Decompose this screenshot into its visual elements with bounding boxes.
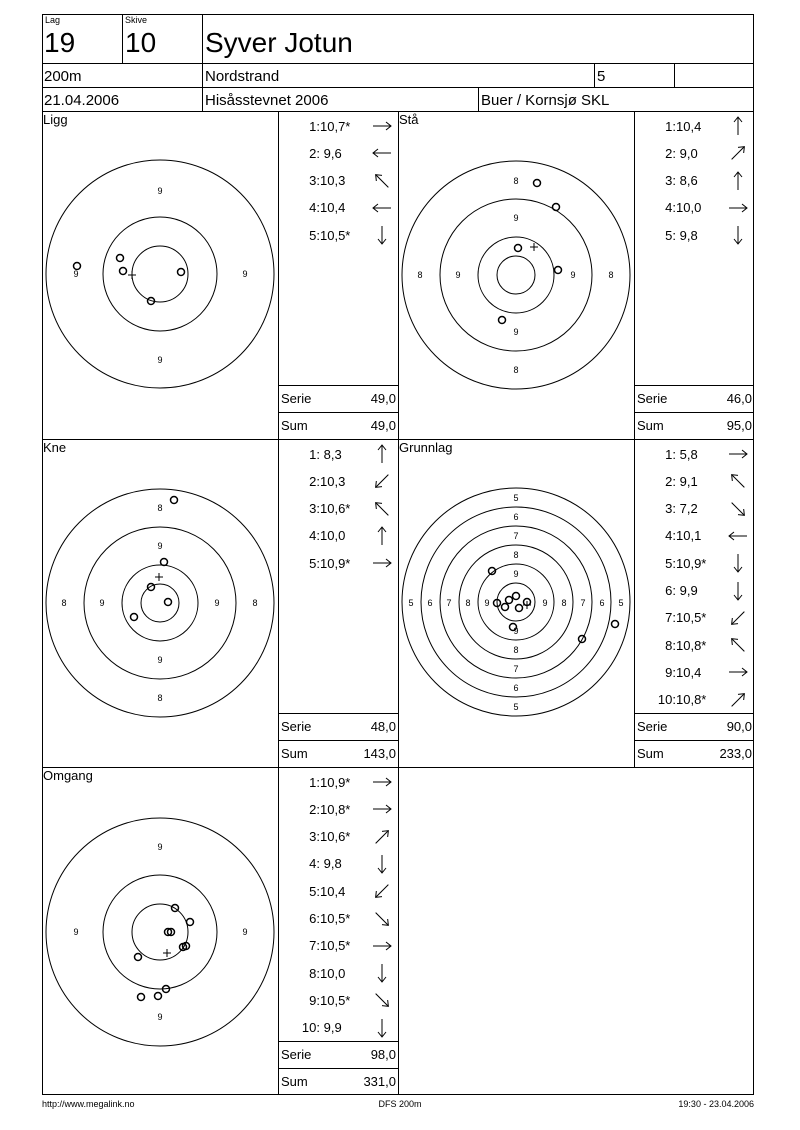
shot-score: 10,4: [676, 664, 702, 680]
shot-index: 3:: [665, 501, 676, 517]
shot-index: 4:: [309, 856, 320, 872]
shot-index: 4:: [665, 200, 676, 216]
shot-score: 9,0: [676, 145, 698, 161]
shot-row: [298, 526, 398, 546]
shot-index: 2:: [309, 145, 320, 161]
shot-row: [654, 225, 754, 245]
target-omgang: [44, 816, 276, 1048]
shot-score: 8,3: [320, 446, 342, 462]
svg-text:8: 8: [608, 270, 614, 280]
shot-index: 2:: [309, 801, 320, 817]
header-vline-extra: [674, 63, 675, 87]
shot-direction-arrow-icon: [726, 116, 750, 136]
sta-serie-line: [634, 385, 754, 386]
shot-row: [298, 198, 398, 218]
shot-direction-arrow-icon: [370, 444, 394, 464]
shot-index: 5:: [309, 883, 320, 899]
shot-index: 1:: [309, 774, 320, 790]
serie-value: 49,0: [370, 391, 396, 406]
col-divider-d: [398, 767, 399, 1095]
shot-index: 5:: [665, 555, 676, 571]
col-divider-c: [634, 111, 635, 767]
sum-value: 233,0: [719, 746, 752, 761]
shot-direction-arrow-icon: [726, 690, 750, 710]
shot-score: 10,4: [320, 883, 346, 899]
shot-row: [298, 499, 398, 519]
shot-score: 10,0: [320, 528, 346, 544]
shot-row: [298, 936, 398, 956]
svg-text:5: 5: [513, 493, 519, 503]
shot-index: 10:: [301, 1020, 320, 1036]
shot-score: 9,6: [320, 145, 342, 161]
shot-index: 4:: [665, 528, 676, 544]
extra-field: 5: [597, 68, 606, 85]
target-sta: [401, 160, 631, 390]
skive-value: 10: [125, 27, 157, 58]
shot-direction-arrow-icon: [370, 143, 394, 163]
sta-sum: [637, 418, 752, 433]
lag-label: Lag: [45, 15, 61, 25]
section-title-grunnlag: Grunnlag: [399, 440, 453, 455]
svg-text:7: 7: [446, 598, 452, 608]
shot-row: [298, 827, 398, 847]
shot-score: 7,2: [676, 501, 698, 517]
shot-row: [654, 198, 754, 218]
ligg-sum: [281, 418, 396, 433]
svg-text:8: 8: [513, 550, 519, 560]
svg-text:8: 8: [513, 645, 519, 655]
shot-score: 10,9*: [676, 555, 707, 571]
shot-row: [298, 772, 398, 792]
header-vline-name: [202, 14, 203, 111]
svg-text:9: 9: [484, 598, 490, 608]
ligg-sum-line: [278, 412, 398, 413]
omgang-sum: [281, 1074, 396, 1089]
shot-score: 9,8: [320, 856, 342, 872]
shot-score: 5,8: [676, 446, 698, 462]
svg-text:9: 9: [73, 927, 79, 937]
ring-label: 9: [157, 186, 163, 196]
shot-direction-arrow-icon: [370, 936, 394, 956]
shot-direction-arrow-icon: [726, 635, 750, 655]
shot-row: [298, 553, 398, 573]
shot-score: 10,0: [320, 965, 346, 981]
svg-text:9: 9: [242, 927, 248, 937]
shot-row: [654, 143, 754, 163]
sta-sum-line: [634, 412, 754, 413]
distance: 200m: [44, 68, 82, 85]
header-divider-2: [42, 87, 754, 88]
col-divider-b: [398, 111, 399, 767]
sum-label: Sum: [637, 418, 664, 433]
svg-text:7: 7: [513, 664, 519, 674]
shot-row: [298, 143, 398, 163]
header-divider-1: [42, 63, 754, 64]
sum-value: 331,0: [363, 1074, 396, 1089]
col-divider-a: [278, 111, 279, 1095]
shot-score: 10,4: [320, 200, 346, 216]
ligg-serie-line: [278, 385, 398, 386]
shot-direction-arrow-icon: [370, 225, 394, 245]
shot-direction-arrow-icon: [370, 1018, 394, 1038]
svg-text:7: 7: [513, 531, 519, 541]
shot-score: 10,6*: [320, 501, 351, 517]
shot-score: 10,1: [676, 528, 702, 544]
shot-direction-arrow-icon: [726, 581, 750, 601]
svg-text:7: 7: [580, 598, 586, 608]
shot-direction-arrow-icon: [726, 608, 750, 628]
serie-label: Serie: [637, 719, 668, 734]
shot-direction-arrow-icon: [370, 909, 394, 929]
shot-hole: [117, 255, 124, 262]
shot-hole: [120, 268, 127, 275]
shot-row: [298, 909, 398, 929]
shot-direction-arrow-icon: [370, 198, 394, 218]
ring-label: 9: [73, 269, 79, 279]
svg-text:9: 9: [513, 327, 519, 337]
svg-text:8: 8: [417, 270, 423, 280]
header-vline-event: [478, 87, 479, 111]
ring-label: 9: [157, 355, 163, 365]
sum-value: 49,0: [370, 418, 396, 433]
shot-score: 10,5*: [320, 992, 351, 1008]
shot-row: [298, 1018, 398, 1038]
svg-text:8: 8: [157, 693, 163, 703]
sum-label: Sum: [281, 418, 308, 433]
shot-row: [654, 444, 754, 464]
shot-direction-arrow-icon: [726, 444, 750, 464]
header-vline-club: [594, 63, 595, 87]
serie-value: 90,0: [726, 719, 752, 734]
shot-index: 6:: [309, 911, 320, 926]
svg-text:9: 9: [542, 598, 548, 608]
shot-score: 10,5*: [320, 911, 351, 926]
shot-score: 10,8*: [320, 801, 351, 817]
serie-value: 98,0: [370, 1047, 396, 1062]
sum-value: 95,0: [726, 418, 752, 433]
shot-direction-arrow-icon: [726, 471, 750, 491]
shot-hole: [178, 269, 185, 276]
shot-row: [298, 881, 398, 901]
shot-score: 10,8*: [676, 692, 707, 708]
svg-text:9: 9: [513, 569, 519, 579]
shot-index: 8:: [665, 637, 676, 653]
shot-direction-arrow-icon: [370, 772, 394, 792]
shot-direction-arrow-icon: [726, 143, 750, 163]
shot-index: 1:: [309, 446, 320, 462]
shot-score: 10,8*: [676, 637, 707, 653]
grunnlag-serie: [637, 719, 752, 734]
serie-label: Serie: [637, 391, 668, 406]
shot-row: [654, 116, 754, 136]
shot-score: 9,9: [320, 1020, 342, 1036]
shot-index: 7:: [665, 610, 676, 626]
shot-index: 5:: [309, 555, 320, 571]
shot-score: 10,5*: [320, 938, 351, 954]
shot-direction-arrow-icon: [370, 990, 394, 1010]
shot-direction-arrow-icon: [370, 116, 394, 136]
shot-direction-arrow-icon: [726, 198, 750, 218]
shot-score: 10,9*: [320, 555, 351, 571]
shot-row: [298, 116, 398, 136]
svg-text:8: 8: [157, 503, 163, 513]
shot-index: 8:: [309, 965, 320, 981]
serie-value: 46,0: [726, 391, 752, 406]
shot-index: 9:: [309, 992, 320, 1008]
serie-label: Serie: [281, 719, 312, 734]
target-ligg: [44, 158, 276, 390]
svg-text:8: 8: [513, 365, 519, 375]
grunnlag-sum-line: [634, 740, 754, 741]
svg-text:9: 9: [214, 598, 220, 608]
serie-value: 48,0: [370, 719, 396, 734]
shot-direction-arrow-icon: [370, 881, 394, 901]
svg-text:5: 5: [513, 702, 519, 712]
svg-text:9: 9: [570, 270, 576, 280]
svg-text:6: 6: [513, 683, 519, 693]
shot-index: 9:: [665, 664, 676, 680]
shot-direction-arrow-icon: [370, 799, 394, 819]
svg-text:6: 6: [513, 512, 519, 522]
omgang-serie-line: [278, 1041, 398, 1042]
svg-text:9: 9: [157, 1012, 163, 1022]
shot-row: [654, 471, 754, 491]
svg-text:9: 9: [157, 655, 163, 665]
shot-row: [298, 471, 398, 491]
serie-label: Serie: [281, 1047, 312, 1062]
shot-score: 8,6: [676, 173, 698, 189]
grunnlag-sum: [637, 746, 752, 761]
sum-label: Sum: [281, 1074, 308, 1089]
sum-label: Sum: [281, 746, 308, 761]
svg-text:5: 5: [408, 598, 414, 608]
footer-timestamp: 19:30 - 23.04.2006: [678, 1099, 754, 1109]
sum-value: 143,0: [363, 746, 396, 761]
shot-score: 10,6*: [320, 829, 351, 845]
shot-index: 1:: [309, 118, 320, 134]
omgang-sum-line: [278, 1068, 398, 1069]
shot-row: [298, 963, 398, 983]
shot-score: 10,7*: [320, 118, 351, 134]
shot-index: 6:: [665, 583, 676, 598]
ring-label: 9: [242, 269, 248, 279]
shot-index: 2:: [665, 473, 676, 489]
svg-text:8: 8: [465, 598, 471, 608]
svg-text:9: 9: [99, 598, 105, 608]
svg-text:9: 9: [455, 270, 461, 280]
shot-score: 9,9: [676, 583, 698, 598]
shot-index: 3:: [665, 173, 676, 189]
target-grunnlag: [401, 487, 631, 717]
lag-value: 19: [44, 27, 76, 58]
shot-direction-arrow-icon: [370, 471, 394, 491]
shot-direction-arrow-icon: [726, 499, 750, 519]
shot-index: 3:: [309, 501, 320, 517]
svg-text:8: 8: [561, 598, 567, 608]
shot-direction-arrow-icon: [726, 171, 750, 191]
shot-row: [298, 799, 398, 819]
svg-text:9: 9: [157, 842, 163, 852]
shot-direction-arrow-icon: [370, 499, 394, 519]
skive-label: Skive: [125, 15, 148, 25]
sta-serie: [637, 391, 752, 406]
shot-score: 9,1: [676, 473, 698, 489]
event-name: Hisåsstevnet 2006: [205, 92, 329, 109]
shot-row: [298, 171, 398, 191]
shooter-name: Syver Jotun: [205, 27, 353, 58]
shot-row: [654, 608, 754, 628]
shot-direction-arrow-icon: [370, 171, 394, 191]
shot-index: 7:: [309, 938, 320, 954]
shot-row: [654, 526, 754, 546]
shot-row: [654, 581, 754, 601]
shot-direction-arrow-icon: [726, 526, 750, 546]
shot-row: [654, 171, 754, 191]
shot-score: 9,8: [676, 227, 698, 243]
shot-direction-arrow-icon: [370, 827, 394, 847]
svg-text:8: 8: [61, 598, 67, 608]
date: 21.04.2006: [44, 92, 120, 109]
target-kne: [44, 487, 276, 719]
shot-index: 3:: [309, 173, 320, 189]
shot-score: 10,3: [320, 173, 346, 189]
grunnlag-serie-line: [634, 713, 754, 714]
shot-row: [654, 499, 754, 519]
shot-row: [654, 635, 754, 655]
shot-row: [298, 225, 398, 245]
svg-text:9: 9: [513, 213, 519, 223]
shot-index: 4:: [309, 200, 320, 216]
shot-score: 10,5*: [320, 227, 351, 243]
shot-row: [654, 690, 754, 710]
section-title-ligg: Ligg: [43, 112, 68, 127]
footer-program: DFS 200m: [378, 1099, 422, 1109]
shot-index: 1:: [665, 118, 676, 134]
shot-score: 10,5*: [676, 610, 707, 626]
section-title-sta: Stå: [399, 112, 419, 127]
shot-index: 3:: [309, 829, 320, 845]
sum-label: Sum: [637, 746, 664, 761]
section-title-kne: Kne: [43, 440, 67, 455]
footer-url: http://www.megalink.no: [42, 1099, 135, 1109]
svg-text:6: 6: [599, 598, 605, 608]
kne-sum: [281, 746, 396, 761]
shot-score: 10,9*: [320, 774, 351, 790]
shot-direction-arrow-icon: [370, 854, 394, 874]
shot-index: 5:: [665, 227, 676, 243]
shot-score: 10,4: [676, 118, 702, 134]
shot-row: [298, 854, 398, 874]
shot-row: [298, 990, 398, 1010]
group-center-mark: [128, 271, 136, 279]
svg-text:8: 8: [252, 598, 258, 608]
shot-score: 10,3: [320, 473, 346, 489]
shot-direction-arrow-icon: [370, 963, 394, 983]
shot-index: 4:: [309, 528, 320, 544]
svg-text:9: 9: [513, 626, 519, 636]
svg-text:6: 6: [427, 598, 433, 608]
svg-text:5: 5: [618, 598, 624, 608]
svg-text:9: 9: [157, 541, 163, 551]
kne-serie-line: [278, 713, 398, 714]
omgang-serie: [281, 1047, 396, 1062]
svg-text:8: 8: [513, 176, 519, 186]
shot-direction-arrow-icon: [370, 553, 394, 573]
shot-index: 1:: [665, 446, 676, 462]
shot-direction-arrow-icon: [726, 553, 750, 573]
shot-index: 2:: [309, 473, 320, 489]
shot-index: 10:: [657, 692, 676, 708]
shot-row: [654, 553, 754, 573]
shot-direction-arrow-icon: [726, 225, 750, 245]
section-title-omgang: Omgang: [43, 768, 93, 783]
kne-serie: [281, 719, 396, 734]
club: Nordstrand: [205, 68, 280, 85]
shot-row: [654, 662, 754, 682]
ligg-serie: [281, 391, 396, 406]
shot-direction-arrow-icon: [726, 662, 750, 682]
kne-sum-line: [278, 740, 398, 741]
shot-row: [298, 444, 398, 464]
shot-index: 2:: [665, 145, 676, 161]
shot-direction-arrow-icon: [370, 526, 394, 546]
shot-index: 5:: [309, 227, 320, 243]
serie-label: Serie: [281, 391, 312, 406]
header-vline-lag: [122, 14, 123, 63]
shot-score: 10,0: [676, 200, 702, 216]
range-name: Buer / Kornsjø SKL: [481, 92, 610, 109]
